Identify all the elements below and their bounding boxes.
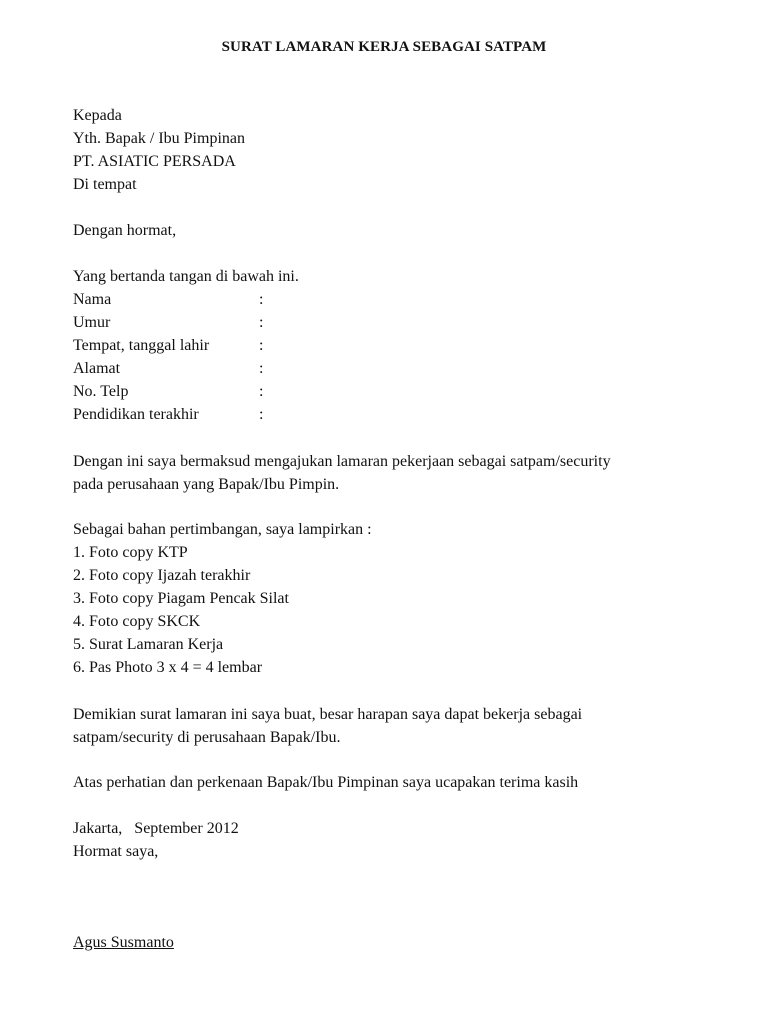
field-row-umur: [73, 311, 713, 334]
field-colon: :: [259, 360, 264, 377]
recipient-line: Kepada: [73, 107, 122, 124]
greeting-text: Dengan hormat,: [73, 222, 177, 239]
field-row-no-telp: [73, 380, 713, 403]
field-row-pendidikan-terakhir: [73, 403, 713, 426]
sign-off-block: [73, 817, 713, 863]
attachment-item: 4. Foto copy SKCK: [73, 613, 201, 630]
field-colon: :: [259, 291, 264, 308]
thanks-paragraph: [73, 771, 713, 794]
attachment-item: 3. Foto copy Piagam Pencak Silat: [73, 590, 289, 607]
sign-off-text: Hormat saya,: [73, 843, 159, 860]
field-label: Tempat, tanggal lahir: [73, 337, 210, 354]
attachment-item: 5. Surat Lamaran Kerja: [73, 636, 224, 653]
recipient-line: PT. ASIATIC PERSADA: [73, 153, 236, 170]
place-date: Jakarta, September 2012: [73, 820, 239, 837]
attachments-block: [73, 518, 713, 679]
recipient-line: Yth. Bapak / Ibu Pimpinan: [73, 130, 245, 147]
recipient-line: Di tempat: [73, 176, 137, 193]
field-colon: :: [259, 383, 264, 400]
field-row-alamat: [73, 357, 713, 380]
signatory-name: Agus Susmanto: [73, 934, 174, 951]
field-colon: :: [259, 406, 264, 423]
field-label: Nama: [73, 291, 112, 308]
closing-line: satpam/security di perusahaan Bapak/Ibu.: [73, 729, 341, 746]
signature-block: [73, 931, 713, 954]
purpose-line: Dengan ini saya bermaksud mengajukan lamaran pekerjaan sebagai satpam/security: [73, 453, 611, 470]
intro-text: Yang bertanda tangan di bawah ini.: [73, 268, 299, 285]
greeting: [73, 219, 713, 242]
field-row-nama: [73, 288, 713, 311]
attachment-item: 1. Foto copy KTP: [73, 544, 188, 561]
field-label: No. Telp: [73, 383, 129, 400]
identity-block: [73, 265, 713, 426]
field-colon: :: [259, 337, 264, 354]
attachment-item: 2. Foto copy Ijazah terakhir: [73, 567, 251, 584]
field-label: Umur: [73, 314, 111, 331]
closing-line: Demikian surat lamaran ini saya buat, besar harapan saya dapat bekerja sebagai: [73, 706, 583, 723]
thanks-text: Atas perhatian dan perkenaan Bapak/Ibu Pimpinan saya ucapakan terima kasih: [73, 774, 579, 791]
field-colon: :: [259, 314, 264, 331]
attachment-item: 6. Pas Photo 3 x 4 = 4 lembar: [73, 659, 263, 676]
field-label: Pendidikan terakhir: [73, 406, 199, 423]
attachments-intro: Sebagai bahan pertimbangan, saya lampirkan :: [73, 521, 372, 538]
recipient-block: [73, 104, 713, 196]
purpose-paragraph: [73, 450, 713, 496]
field-row-tempat-tanggal-lahir: [73, 334, 713, 357]
field-label: Alamat: [73, 360, 121, 377]
closing-paragraph: [73, 703, 713, 749]
purpose-line: pada perusahaan yang Bapak/Ibu Pimpin.: [73, 476, 340, 493]
letter-title: SURAT LAMARAN KERJA SEBAGAI SATPAM: [221, 39, 547, 55]
